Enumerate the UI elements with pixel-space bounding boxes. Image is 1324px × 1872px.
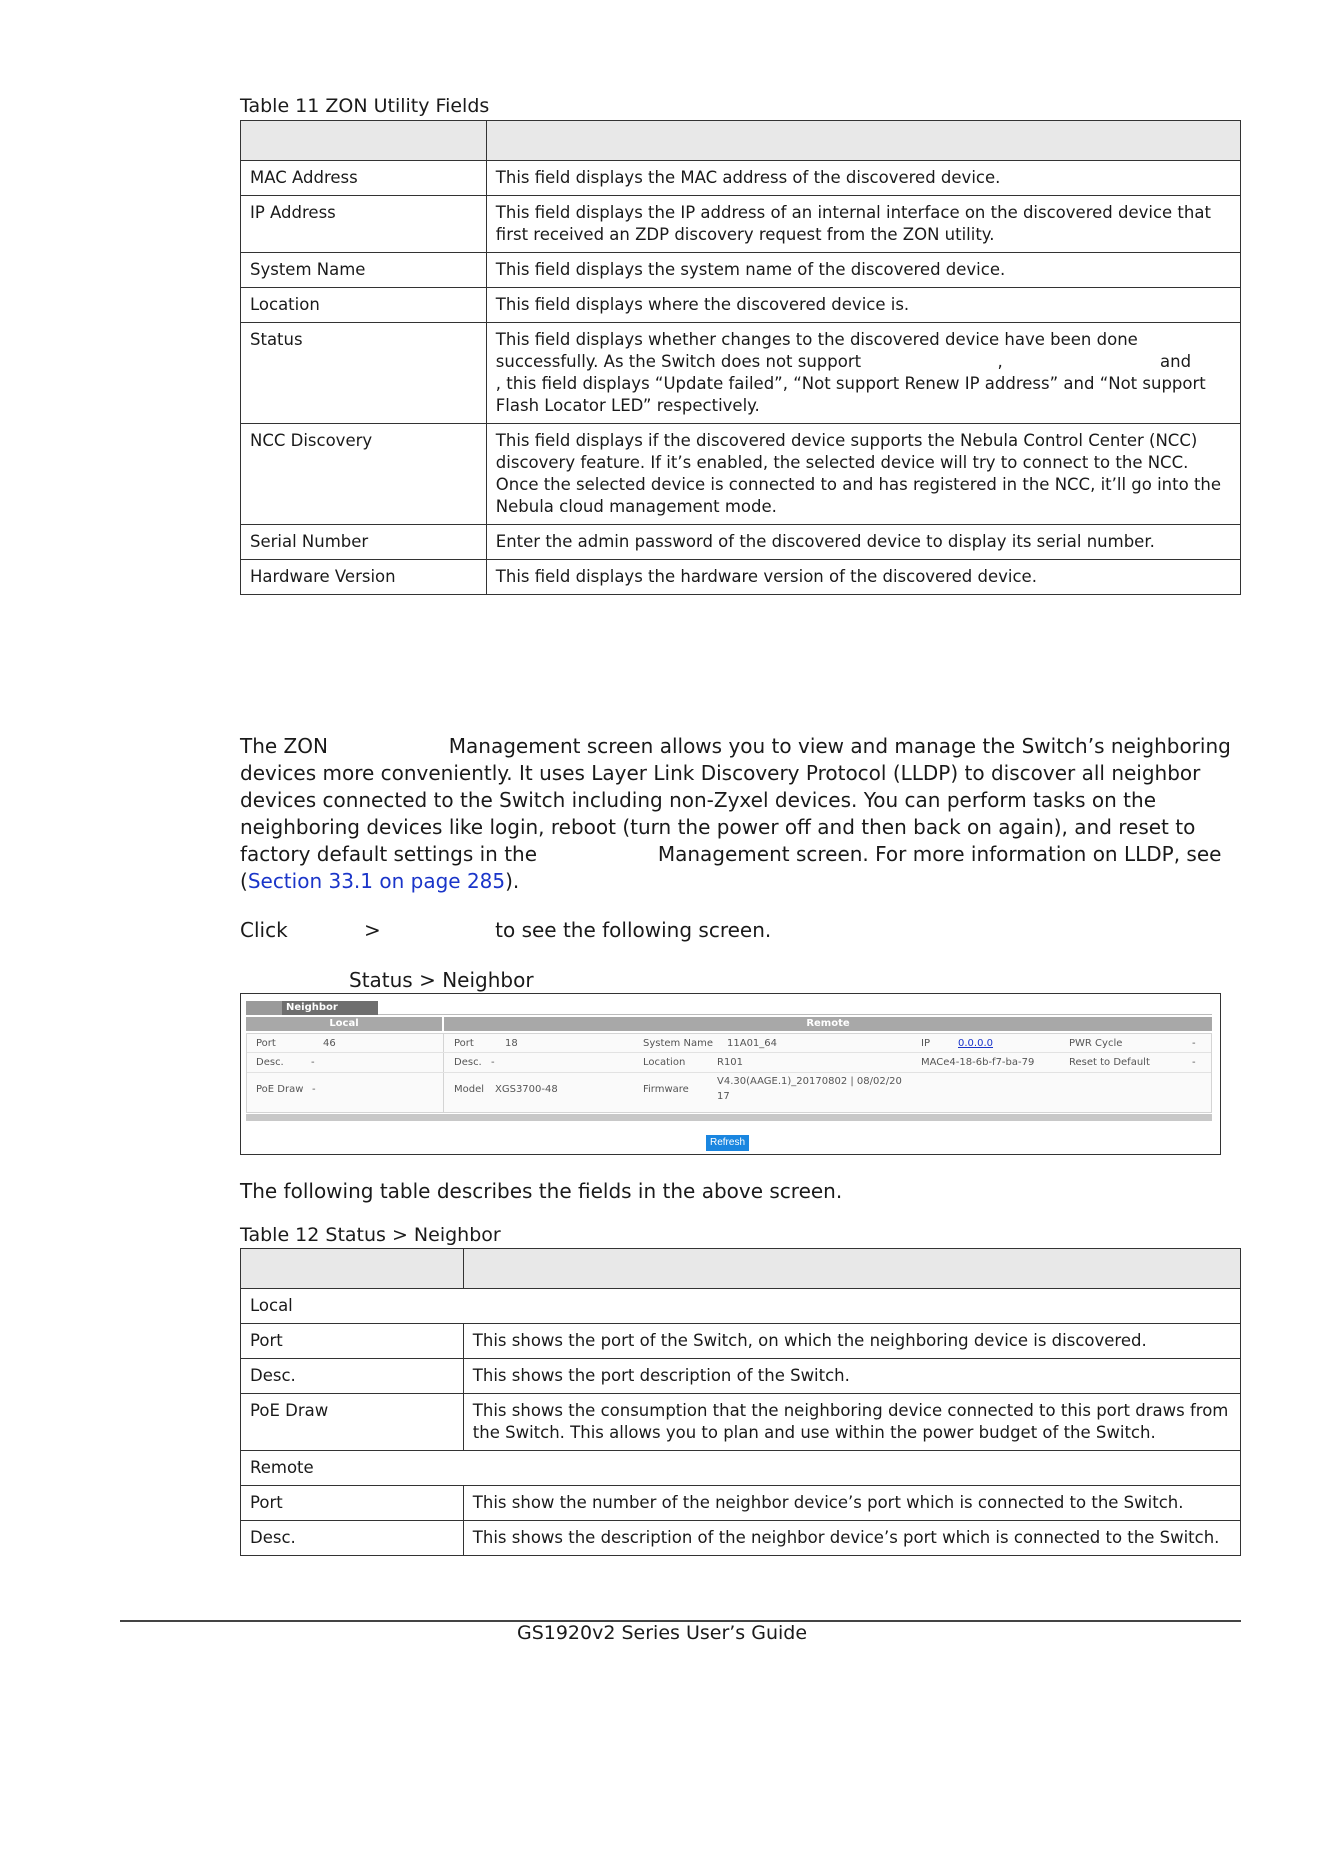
local-poe-label: PoE Draw [256,1084,304,1095]
grid-scrollbar[interactable] [246,1114,1212,1121]
section-row-local [241,1289,1241,1324]
figure-caption: Status > Neighbor [349,968,534,992]
table-intro-text: The following table describes the fields in the above screen. [240,1179,843,1203]
section-label: Local [241,1289,1241,1324]
table-row [241,560,1241,595]
section-label: Remote [241,1451,1241,1486]
table-row [241,323,1241,424]
field-description: This field displays the system name of the discovered device. [486,253,1240,288]
remote-model-value: XGS3700-48 [495,1084,558,1095]
mac-address-value: MACe4-18-6b-f7-ba-79 [921,1057,1035,1068]
pwr-cycle-value[interactable]: - [1192,1038,1196,1049]
field-description: This field displays the hardware version of the discovered device. [486,560,1240,595]
header-cell [486,121,1240,161]
field-label: Port [241,1324,464,1359]
section-link[interactable]: Section 33.1 on page 285 [247,869,506,893]
table-row [241,253,1241,288]
local-header: Local [246,1017,442,1031]
refresh-button[interactable]: Refresh [706,1135,749,1151]
system-name-label: System Name [643,1038,713,1049]
firmware-value-cont: 17 [717,1091,730,1102]
table-row [241,1324,1241,1359]
remote-port-label: Port [454,1038,474,1049]
field-label: MAC Address [241,161,487,196]
section-row-remote [241,1451,1241,1486]
location-value: R101 [717,1057,744,1068]
field-label: Serial Number [241,525,487,560]
ip-label: IP [921,1038,930,1049]
field-description: This show the number of the neighbor device’s port which is connected to the Switch. [463,1486,1240,1521]
table-row [241,161,1241,196]
header-cell [241,121,487,161]
reset-default-value[interactable]: - [1192,1057,1196,1068]
ip-address-link[interactable]: 0.0.0.0 [958,1038,993,1049]
table-row [241,288,1241,323]
field-description: This field displays where the discovered device is. [486,288,1240,323]
tab-neighbor[interactable]: Neighbor [282,1001,378,1015]
local-port-label: Port [256,1038,276,1049]
field-description: This field displays whether changes to the discovered device have been done successfully. As the Switch does not support , and , this field displays “Update failed”, “Not support Renew IP address” and “Not support Flash Locator LED” respectively. [486,323,1240,424]
field-label: System Name [241,253,487,288]
local-poe-value: - [312,1084,316,1095]
local-port-value: 46 [323,1038,336,1049]
field-description: This shows the port description of the Switch. [463,1359,1240,1394]
field-label: Desc. [241,1359,464,1394]
table-header-row [241,1249,1241,1289]
firmware-label: Firmware [643,1084,689,1095]
table-12 [240,1248,1241,1556]
table-row [241,196,1241,253]
table-header-row [241,121,1241,161]
field-description: This field displays if the discovered device supports the Nebula Control Center (NCC) discovery feature. If it’s enabled, the selected device will try to connect to the NCC. Once the selected device is connected to and has registered in the NCC, it’ll go into the Nebula cloud management mode. [486,424,1240,525]
tab-spacer [246,1001,282,1015]
pwr-cycle-label: PWR Cycle [1069,1038,1123,1049]
table-row [241,1359,1241,1394]
table-row [241,424,1241,525]
intro-text-end: ). [505,869,520,893]
table-row [241,1394,1241,1451]
local-desc-value: - [311,1057,315,1068]
field-description: Enter the admin password of the discovered device to display its serial number. [486,525,1240,560]
neighbor-screenshot [240,993,1221,1155]
row-divider [247,1052,1211,1053]
remote-desc-value: - [491,1057,495,1068]
field-label: PoE Draw [241,1394,464,1451]
field-description: This shows the port of the Switch, on which the neighboring device is discovered. [463,1324,1240,1359]
field-label: Desc. [241,1521,464,1556]
remote-desc-label: Desc. [454,1057,482,1068]
table-row [241,1521,1241,1556]
click-instruction: Click > to see the following screen. [240,918,772,942]
column-divider [443,1033,444,1113]
field-label: Port [241,1486,464,1521]
field-description: This shows the consumption that the neighboring device connected to this port draws from the Switch. This allows you to plan and use within the power budget of the Switch. [463,1394,1240,1451]
header-cell [241,1249,464,1289]
field-description: This field displays the IP address of an internal interface on the discovered device that first received an ZDP discovery request from the ZON utility. [486,196,1240,253]
field-label: NCC Discovery [241,424,487,525]
header-cell [463,1249,1240,1289]
remote-header: Remote [444,1017,1212,1031]
reset-default-label: Reset to Default [1069,1057,1150,1068]
field-label: IP Address [241,196,487,253]
row-divider [247,1072,1211,1073]
field-label: Status [241,323,487,424]
intro-text: The ZON Management screen allows you to view and manage the Switch’s neighboring devices more conveniently. It uses Layer Link Discovery Protocol (LLDP) to discover all neighbor devices connected to the Switch including non-Zyxel devices. You can perform tasks on the neighboring devices like login, reboot (turn the power off and then back on again), and reset to factory default settings in the Management screen. For more information on LLDP, see ( [240,734,1238,893]
remote-model-label: Model [454,1084,485,1095]
local-desc-label: Desc. [256,1057,284,1068]
page-footer: GS1920v2 Series User’s Guide [516,1622,808,1644]
system-name-value: 11A01_64 [727,1038,778,1049]
table-12-caption: Table 12 Status > Neighbor [240,1224,501,1246]
field-label: Location [241,288,487,323]
table-row [241,1486,1241,1521]
intro-paragraph [240,733,1240,895]
field-description: This field displays the MAC address of the discovered device. [486,161,1240,196]
table-11-caption: Table 11 ZON Utility Fields [240,95,490,117]
tab-bar [246,1001,1212,1015]
table-row [241,525,1241,560]
table-11 [240,120,1312,595]
field-description: This shows the description of the neighbor device’s port which is connected to the Switch. [463,1521,1240,1556]
firmware-value: V4.30(AAGE.1)_20170802 | 08/02/20 [717,1076,902,1087]
remote-port-value: 18 [505,1038,518,1049]
location-label: Location [643,1057,686,1068]
field-label: Hardware Version [241,560,487,595]
